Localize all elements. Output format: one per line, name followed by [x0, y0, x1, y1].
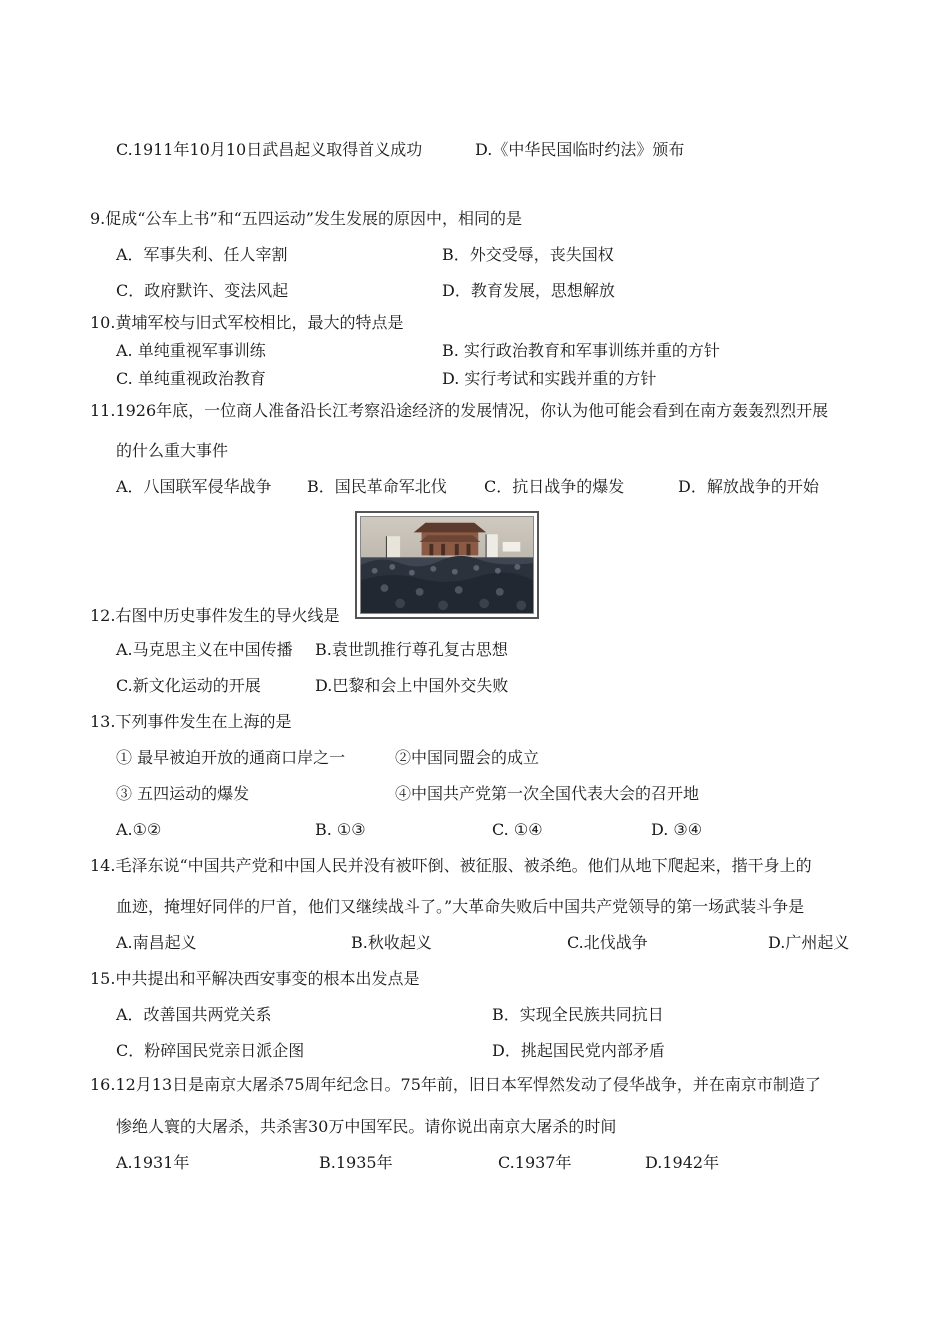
q8-option-d: D.《中华民国临时约法》颁布 — [475, 140, 685, 159]
q16-option-c: C.1937年 — [498, 1153, 572, 1172]
q11-stem-line2: 的什么重大事件 — [116, 441, 229, 460]
q13-item-3: ③ 五四运动的爆发 — [116, 784, 250, 803]
q12-option-d: D.巴黎和会上中国外交失败 — [315, 676, 509, 695]
q10-option-c: C. 单纯重视政治教育 — [116, 369, 266, 388]
q16-stem-line2: 惨绝人寰的大屠杀，共杀害30万中国军民。请你说出南京大屠杀的时间 — [116, 1117, 617, 1136]
q14-option-a: A.南昌起义 — [116, 933, 197, 952]
q10-option-d: D. 实行考试和实践并重的方针 — [442, 369, 657, 388]
q16-option-a: A.1931年 — [116, 1153, 190, 1172]
q13-option-b: B. ①③ — [315, 820, 366, 839]
q11-option-c: C．抗日战争的爆发 — [484, 477, 625, 496]
crowd-at-tiananmen-image — [361, 517, 533, 613]
q8-option-c: C.1911年10月10日武昌起义取得首义成功 — [116, 140, 423, 159]
q15-stem: 15.中共提出和平解决西安事变的根本出发点是 — [90, 969, 420, 988]
q14-option-d: D.广州起义 — [768, 933, 850, 952]
q14-option-b: B.秋收起义 — [351, 933, 432, 952]
q13-item-4: ④中国共产党第一次全国代表大会的召开地 — [395, 784, 700, 803]
q11-option-d: D．解放战争的开始 — [678, 477, 819, 496]
q14-option-c: C.北伐战争 — [567, 933, 648, 952]
q15-option-d: D．挑起国民党内部矛盾 — [492, 1041, 665, 1060]
q13-option-a: A.①② — [116, 820, 162, 839]
q15-option-c: C．粉碎国民党亲日派企图 — [116, 1041, 305, 1060]
q12-option-a: A.马克思主义在中国传播 — [116, 640, 293, 659]
may-fourth-movement-photo — [355, 511, 539, 619]
q13-item-1: ① 最早被迫开放的通商口岸之一 — [116, 748, 346, 767]
q12-option-b: B.袁世凯推行尊孔复古思想 — [315, 640, 508, 659]
q9-option-b: B．外交受辱，丧失国权 — [442, 245, 614, 264]
q9-option-a: A．军事失利、任人宰割 — [116, 245, 288, 264]
q14-stem-line1: 14.毛泽东说“中国共产党和中国人民并没有被吓倒、被征服、被杀绝。他们从地下爬起来，揩干身上的 — [90, 856, 812, 875]
q16-stem-line1: 16.12月13日是南京大屠杀75周年纪念日。75年前，旧日本军悍然发动了侵华战争，并在南京市制造了 — [90, 1075, 821, 1094]
q10-option-b: B. 实行政治教育和军事训练并重的方针 — [442, 341, 720, 360]
q9-option-d: D．教育发展，思想解放 — [442, 281, 615, 300]
q13-stem: 13.下列事件发生在上海的是 — [90, 712, 292, 731]
q16-option-b: B.1935年 — [319, 1153, 393, 1172]
q9-option-c: C．政府默许、变法风起 — [116, 281, 289, 300]
q13-item-2: ②中国同盟会的成立 — [395, 748, 540, 767]
q11-option-b: B．国民革命军北伐 — [307, 477, 447, 496]
q9-stem: 9.促成“公车上书”和“五四运动”发生发展的原因中，相同的是 — [90, 209, 522, 228]
q12-option-c: C.新文化运动的开展 — [116, 676, 261, 695]
q11-stem-line1: 11.1926年底，一位商人准备沿长江考察沿途经济的发展情况，你认为他可能会看到在南方轰轰烈烈开展 — [90, 401, 829, 420]
q11-option-a: A．八国联军侵华战争 — [116, 477, 272, 496]
q14-stem-line2: 血迹，掩埋好同伴的尸首，他们又继续战斗了。”大革命失败后中国共产党领导的第一场武装斗争是 — [116, 897, 805, 916]
q10-stem: 10.黄埔军校与旧式军校相比，最大的特点是 — [90, 313, 404, 332]
q12-stem: 12.右图中历史事件发生的导火线是 — [90, 606, 340, 625]
q15-option-a: A．改善国共两党关系 — [116, 1005, 272, 1024]
q10-option-a: A. 单纯重视军事训练 — [116, 341, 266, 360]
q13-option-d: D. ③④ — [651, 820, 703, 839]
q15-option-b: B．实现全民族共同抗日 — [492, 1005, 664, 1024]
q13-option-c: C. ①④ — [492, 820, 543, 839]
q16-option-d: D.1942年 — [645, 1153, 720, 1172]
